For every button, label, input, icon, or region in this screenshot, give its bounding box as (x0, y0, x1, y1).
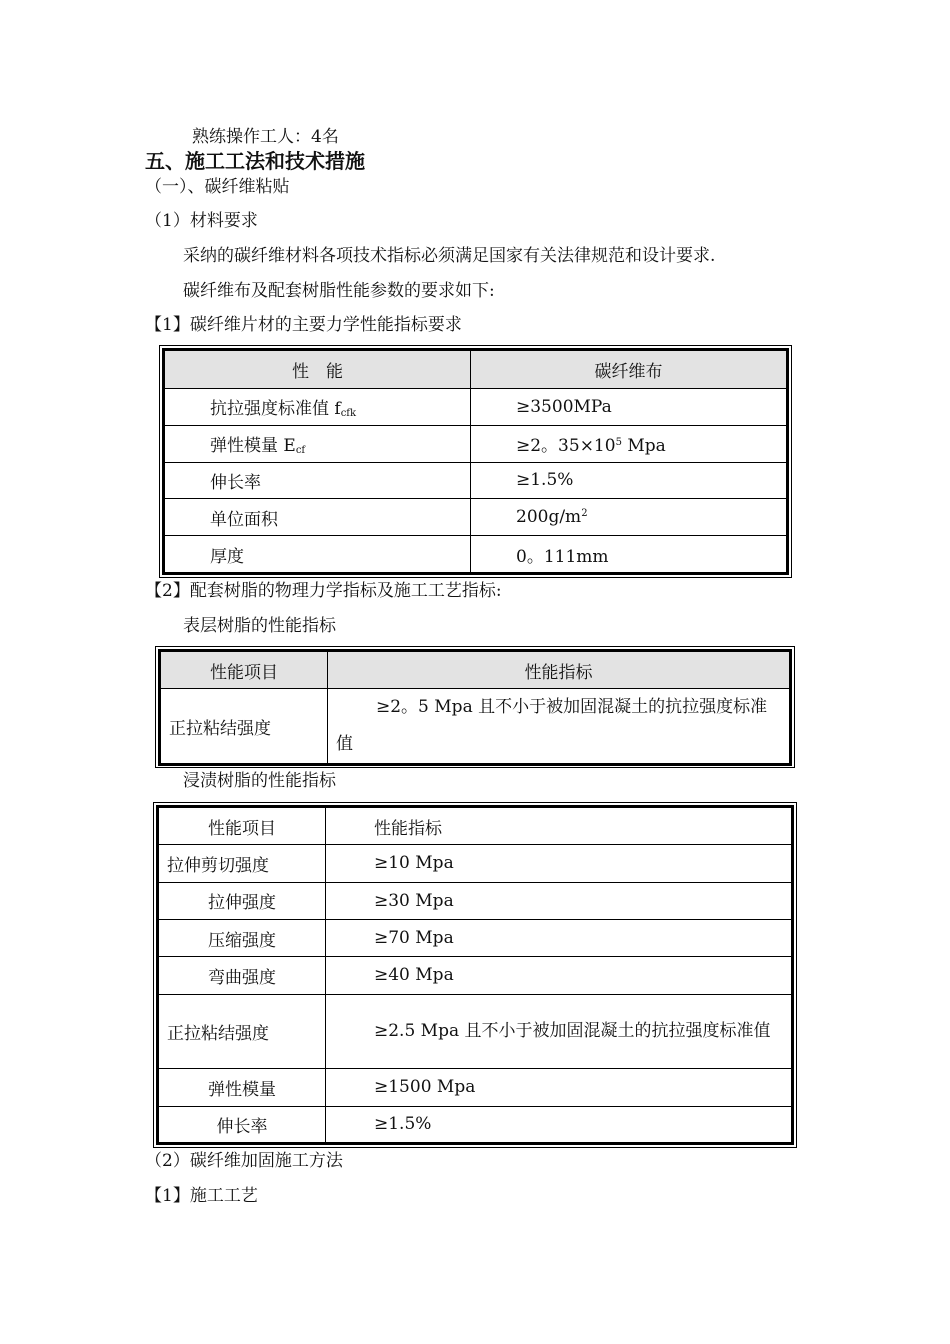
table-header: 性能项目 (160, 651, 328, 689)
mechanical-properties-table (159, 345, 792, 578)
table-header: 性 能 (164, 350, 471, 389)
table-header-row (160, 651, 791, 689)
cell-value-tail: Mpa (621, 436, 666, 457)
table-cell: 弹性模量 (158, 1069, 326, 1106)
table-row (164, 388, 788, 426)
table-caption: 【2】配套树脂的物理力学指标及施工工艺指标: (145, 581, 502, 601)
table-cell: 厚度 (164, 536, 471, 574)
table-row (158, 882, 793, 919)
item-title: （2）碳纤维加固施工方法 (145, 1151, 343, 1171)
table-cell: ≥1.5% (471, 462, 788, 498)
cell-label: 弹性模量 E (210, 436, 296, 457)
subscript: cf (295, 445, 306, 457)
table-caption: 浸渍树脂的性能指标 (183, 771, 336, 791)
table-row (158, 919, 793, 956)
table-cell (164, 388, 471, 426)
table-cell: ≥2.5 Mpa 且不小于被加固混凝土的抗拉强度标准值 (326, 994, 793, 1069)
table-cell (471, 498, 788, 536)
table-header: 性能指标 (328, 651, 791, 689)
table-cell (471, 426, 788, 462)
table-cell: 0。111mm (471, 536, 788, 574)
superscript: 5 (615, 437, 622, 449)
table-subcaption: 表层树脂的性能指标 (183, 616, 336, 636)
table-cell: ≥30 Mpa (326, 882, 793, 919)
surface-resin-table (155, 646, 795, 768)
table-row (164, 462, 788, 498)
table-cell: 拉伸剪切强度 (158, 845, 326, 882)
table-cell: 伸长率 (164, 462, 471, 498)
table-cell: ≥1.5% (326, 1106, 793, 1143)
table-cell: 弯曲强度 (158, 957, 326, 994)
step-title: 【1】施工工艺 (145, 1186, 258, 1206)
paragraph: 碳纤维布及配套树脂性能参数的要求如下: (183, 281, 495, 301)
section-title: 五、施工工法和技术措施 (145, 149, 365, 173)
table-cell: ≥10 Mpa (326, 845, 793, 882)
paragraph: 采纳的碳纤维材料各项技术指标必须满足国家有关法律规范和设计要求. (183, 246, 716, 266)
cell-value: 200g/m (516, 507, 582, 528)
impregnating-resin-table (153, 802, 797, 1148)
table-cell: ≥40 Mpa (326, 957, 793, 994)
table-row (164, 536, 788, 574)
table-cell: ≥1500 Mpa (326, 1069, 793, 1106)
table-row (158, 957, 793, 994)
table-header: 性能指标 (326, 807, 793, 845)
table-row (158, 994, 793, 1069)
table-caption: 【1】碳纤维片材的主要力学性能指标要求 (145, 315, 462, 335)
table-header-row (158, 807, 793, 845)
table-cell: ≥70 Mpa (326, 919, 793, 956)
cell-value: ≥2。35×10 (516, 436, 616, 457)
table-row (160, 689, 791, 765)
table-header: 性能项目 (158, 807, 326, 845)
table-cell: 单位面积 (164, 498, 471, 536)
subsection-title: （一）、碳纤维粘贴 (145, 177, 290, 197)
table-cell: ≥2。5 Mpa 且不小于被加固混凝土的抗拉强度标准值 (328, 689, 791, 765)
table-cell: 正拉粘结强度 (160, 689, 328, 765)
item-title: （1）材料要求 (145, 211, 258, 231)
cell-label: 抗拉强度标准值 f (210, 399, 341, 420)
table-row (158, 1106, 793, 1143)
table-row (164, 426, 788, 462)
table-header: 碳纤维布 (471, 350, 788, 389)
table-cell: 拉伸强度 (158, 882, 326, 919)
table-cell: 正拉粘结强度 (158, 994, 326, 1069)
workers-line: 熟练操作工人：4名 (192, 127, 339, 147)
table-cell: 压缩强度 (158, 919, 326, 956)
table-row (164, 498, 788, 536)
table-cell (164, 426, 471, 462)
superscript: 2 (581, 508, 588, 520)
table-header-row (164, 350, 788, 389)
table-cell: ≥3500MPa (471, 388, 788, 426)
table-row (158, 1069, 793, 1106)
subscript: cfk (340, 408, 357, 420)
table-cell: 伸长率 (158, 1106, 326, 1143)
table-row (158, 845, 793, 882)
